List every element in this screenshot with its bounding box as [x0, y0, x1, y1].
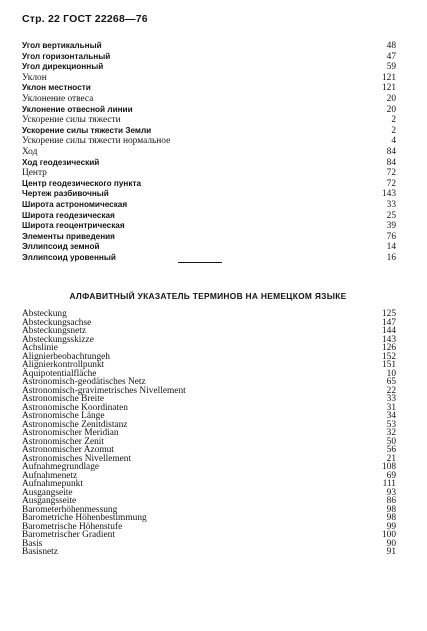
page-number: 84	[386, 146, 396, 157]
index-term: Уклонение отвесной линии	[22, 104, 133, 114]
page-number: 76	[386, 231, 396, 242]
index-term: Astronomischer Zenit	[22, 436, 105, 447]
page-number: 25	[386, 210, 396, 221]
index-term: Absteckungsachse	[22, 317, 92, 328]
index-term: Aufnahmenetz	[22, 470, 78, 481]
index-term: Центр геодезического пункта	[22, 178, 142, 188]
page-number: 33	[386, 394, 396, 404]
index-entry	[22, 189, 396, 200]
index-term: Широта геодезическая	[22, 210, 115, 220]
section-divider	[178, 262, 222, 263]
index-entry	[22, 242, 396, 253]
index-term: Absteckung	[22, 309, 67, 319]
page-number: 98	[386, 513, 396, 523]
index-term: Astronomischer Meridian	[22, 428, 119, 438]
index-term: Элементы приведения	[22, 231, 115, 241]
index-term: Astronomisch-geodätisches Netz	[22, 377, 146, 387]
german-term-list	[22, 310, 396, 557]
index-entry	[22, 94, 396, 105]
page-number: 72	[386, 178, 396, 189]
index-entry	[22, 221, 396, 232]
page-header: Стр. 22 ГОСТ 22268—76	[22, 13, 148, 25]
index-entry	[22, 158, 396, 169]
page-number: 90	[386, 538, 396, 549]
index-entry	[22, 232, 396, 243]
index-term: Ausgangsseite	[22, 496, 77, 506]
page-number: 53	[386, 419, 396, 430]
index-term: Astronomische Länge	[22, 411, 105, 421]
index-term: Äquipotentialfläche	[22, 368, 97, 379]
page-number: 91	[386, 547, 396, 557]
page-number: 48	[386, 41, 396, 51]
index-entry	[22, 531, 396, 540]
page-number: 144	[381, 326, 396, 336]
page-number: 20	[386, 93, 396, 104]
page-number: 59	[386, 62, 396, 73]
index-term: Эллипсоид земной	[22, 242, 100, 252]
index-term: Astronomische Breite	[22, 394, 105, 404]
page-number: 21	[386, 453, 396, 464]
page-number: 86	[386, 496, 396, 506]
page-number: 143	[381, 334, 396, 345]
index-term: Угол горизонтальный	[22, 51, 111, 61]
index-term: Уклон местности	[22, 83, 91, 93]
index-entry	[22, 489, 396, 498]
index-term: Ускорение силы тяжести	[22, 115, 121, 126]
index-term: Чертеж разбивочный	[22, 189, 109, 199]
page-number: 151	[381, 360, 396, 370]
page-number: 98	[386, 504, 396, 515]
index-term: Aufnahmepunkt	[22, 479, 83, 489]
index-term: Barometrische Höhenstufe	[22, 521, 123, 532]
index-entry	[22, 41, 396, 52]
index-entry	[22, 211, 396, 222]
index-entry	[22, 52, 396, 63]
page-number: 121	[381, 72, 396, 83]
page-number: 84	[386, 157, 396, 168]
page-number: 10	[386, 368, 396, 379]
page-number: 121	[381, 83, 396, 94]
page-number: 22	[386, 385, 396, 396]
page-number: 72	[386, 168, 396, 179]
index-term: Absteckungsnetz	[22, 326, 87, 336]
index-entry	[22, 126, 396, 137]
page-number: 4	[391, 136, 396, 147]
index-term: Basisnetz	[22, 547, 58, 557]
index-entry	[22, 105, 396, 116]
index-term: Угол вертикальный	[22, 41, 102, 50]
index-entry	[22, 83, 396, 94]
index-term: Absteckungsskizze	[22, 334, 94, 345]
index-term: Ход геодезический	[22, 157, 100, 167]
index-entry	[22, 540, 396, 549]
index-entry	[22, 336, 396, 345]
section-title: АЛФАВИТНЫЙ УКАЗАТЕЛЬ ТЕРМИНОВ НА НЕМЕЦКОМ ЯЗЫКЕ	[69, 291, 347, 301]
index-term: Astronomisches Nivellement	[22, 453, 132, 464]
index-term: Ausgangseite	[22, 487, 73, 498]
page-number: 50	[386, 436, 396, 447]
index-term: Barometriche Höhenbestimmung	[22, 513, 147, 523]
index-entry	[22, 179, 396, 190]
russian-term-list	[22, 41, 396, 263]
page-number: 56	[386, 445, 396, 455]
page-number: 125	[381, 309, 396, 319]
page-number: 126	[381, 343, 396, 353]
index-term: Barometerhöhenmessung	[22, 504, 118, 515]
index-term: Эллипсоид уровенный	[22, 252, 116, 262]
page-number: 20	[386, 104, 396, 115]
index-term: Центр	[22, 168, 47, 179]
page-number: 93	[386, 487, 396, 498]
page-number: 147	[381, 317, 396, 328]
index-term: Achslinie	[22, 343, 58, 353]
page-number: 69	[386, 470, 396, 481]
page-number: 2	[391, 125, 396, 136]
page-number: 111	[382, 479, 396, 489]
page-number: 47	[386, 51, 396, 62]
index-term: Barometrischer Gradient	[22, 530, 115, 540]
index-term: Угол дирекционный	[22, 62, 104, 72]
index-term: Широта геоцентрическая	[22, 221, 125, 231]
index-term: Astronomischer Azomut	[22, 445, 114, 455]
page-number: 16	[386, 252, 396, 263]
page-number: 39	[386, 221, 396, 232]
index-term: Alignierkontrollpunkt	[22, 360, 105, 370]
page-number: 108	[381, 462, 396, 472]
index-entry	[22, 147, 396, 158]
index-term: Ускорение силы тяжести нормальное	[22, 136, 171, 147]
index-term: Ход	[22, 146, 38, 157]
index-term: Широта астрономическая	[22, 199, 128, 209]
index-term: Astronomisch-gravimetrisches Nivellement	[22, 385, 186, 396]
index-term: Уклонение отвеса	[22, 93, 94, 104]
index-term: Alignierbeobachtungeh	[22, 351, 110, 362]
page-number: 31	[386, 402, 396, 413]
index-term: Уклон	[22, 72, 47, 83]
index-entry	[22, 73, 396, 84]
index-entry	[22, 463, 396, 472]
page-number: 65	[386, 377, 396, 387]
page-number: 143	[381, 189, 396, 200]
index-term: Basis	[22, 538, 43, 549]
page-number: 32	[386, 428, 396, 438]
index-entry	[22, 62, 396, 73]
page-number: 100	[381, 530, 396, 540]
page-number: 34	[386, 411, 396, 421]
index-term: Ускорение силы тяжести Земли	[22, 125, 152, 135]
index-term: Astronomische Koordinaten	[22, 402, 128, 413]
index-entry	[22, 548, 396, 557]
index-term: Aufnahmegrundlage	[22, 462, 100, 472]
index-entry	[22, 168, 396, 179]
index-entry	[22, 136, 396, 147]
page-number: 33	[386, 199, 396, 210]
index-entry	[22, 115, 396, 126]
index-term: Astronomische Zenitdistanz	[22, 419, 128, 430]
page-number: 152	[381, 351, 396, 362]
index-entry	[22, 480, 396, 489]
page-number: 14	[386, 242, 396, 253]
page-number: 2	[391, 115, 396, 126]
page-number: 99	[386, 521, 396, 532]
index-entry	[22, 200, 396, 211]
